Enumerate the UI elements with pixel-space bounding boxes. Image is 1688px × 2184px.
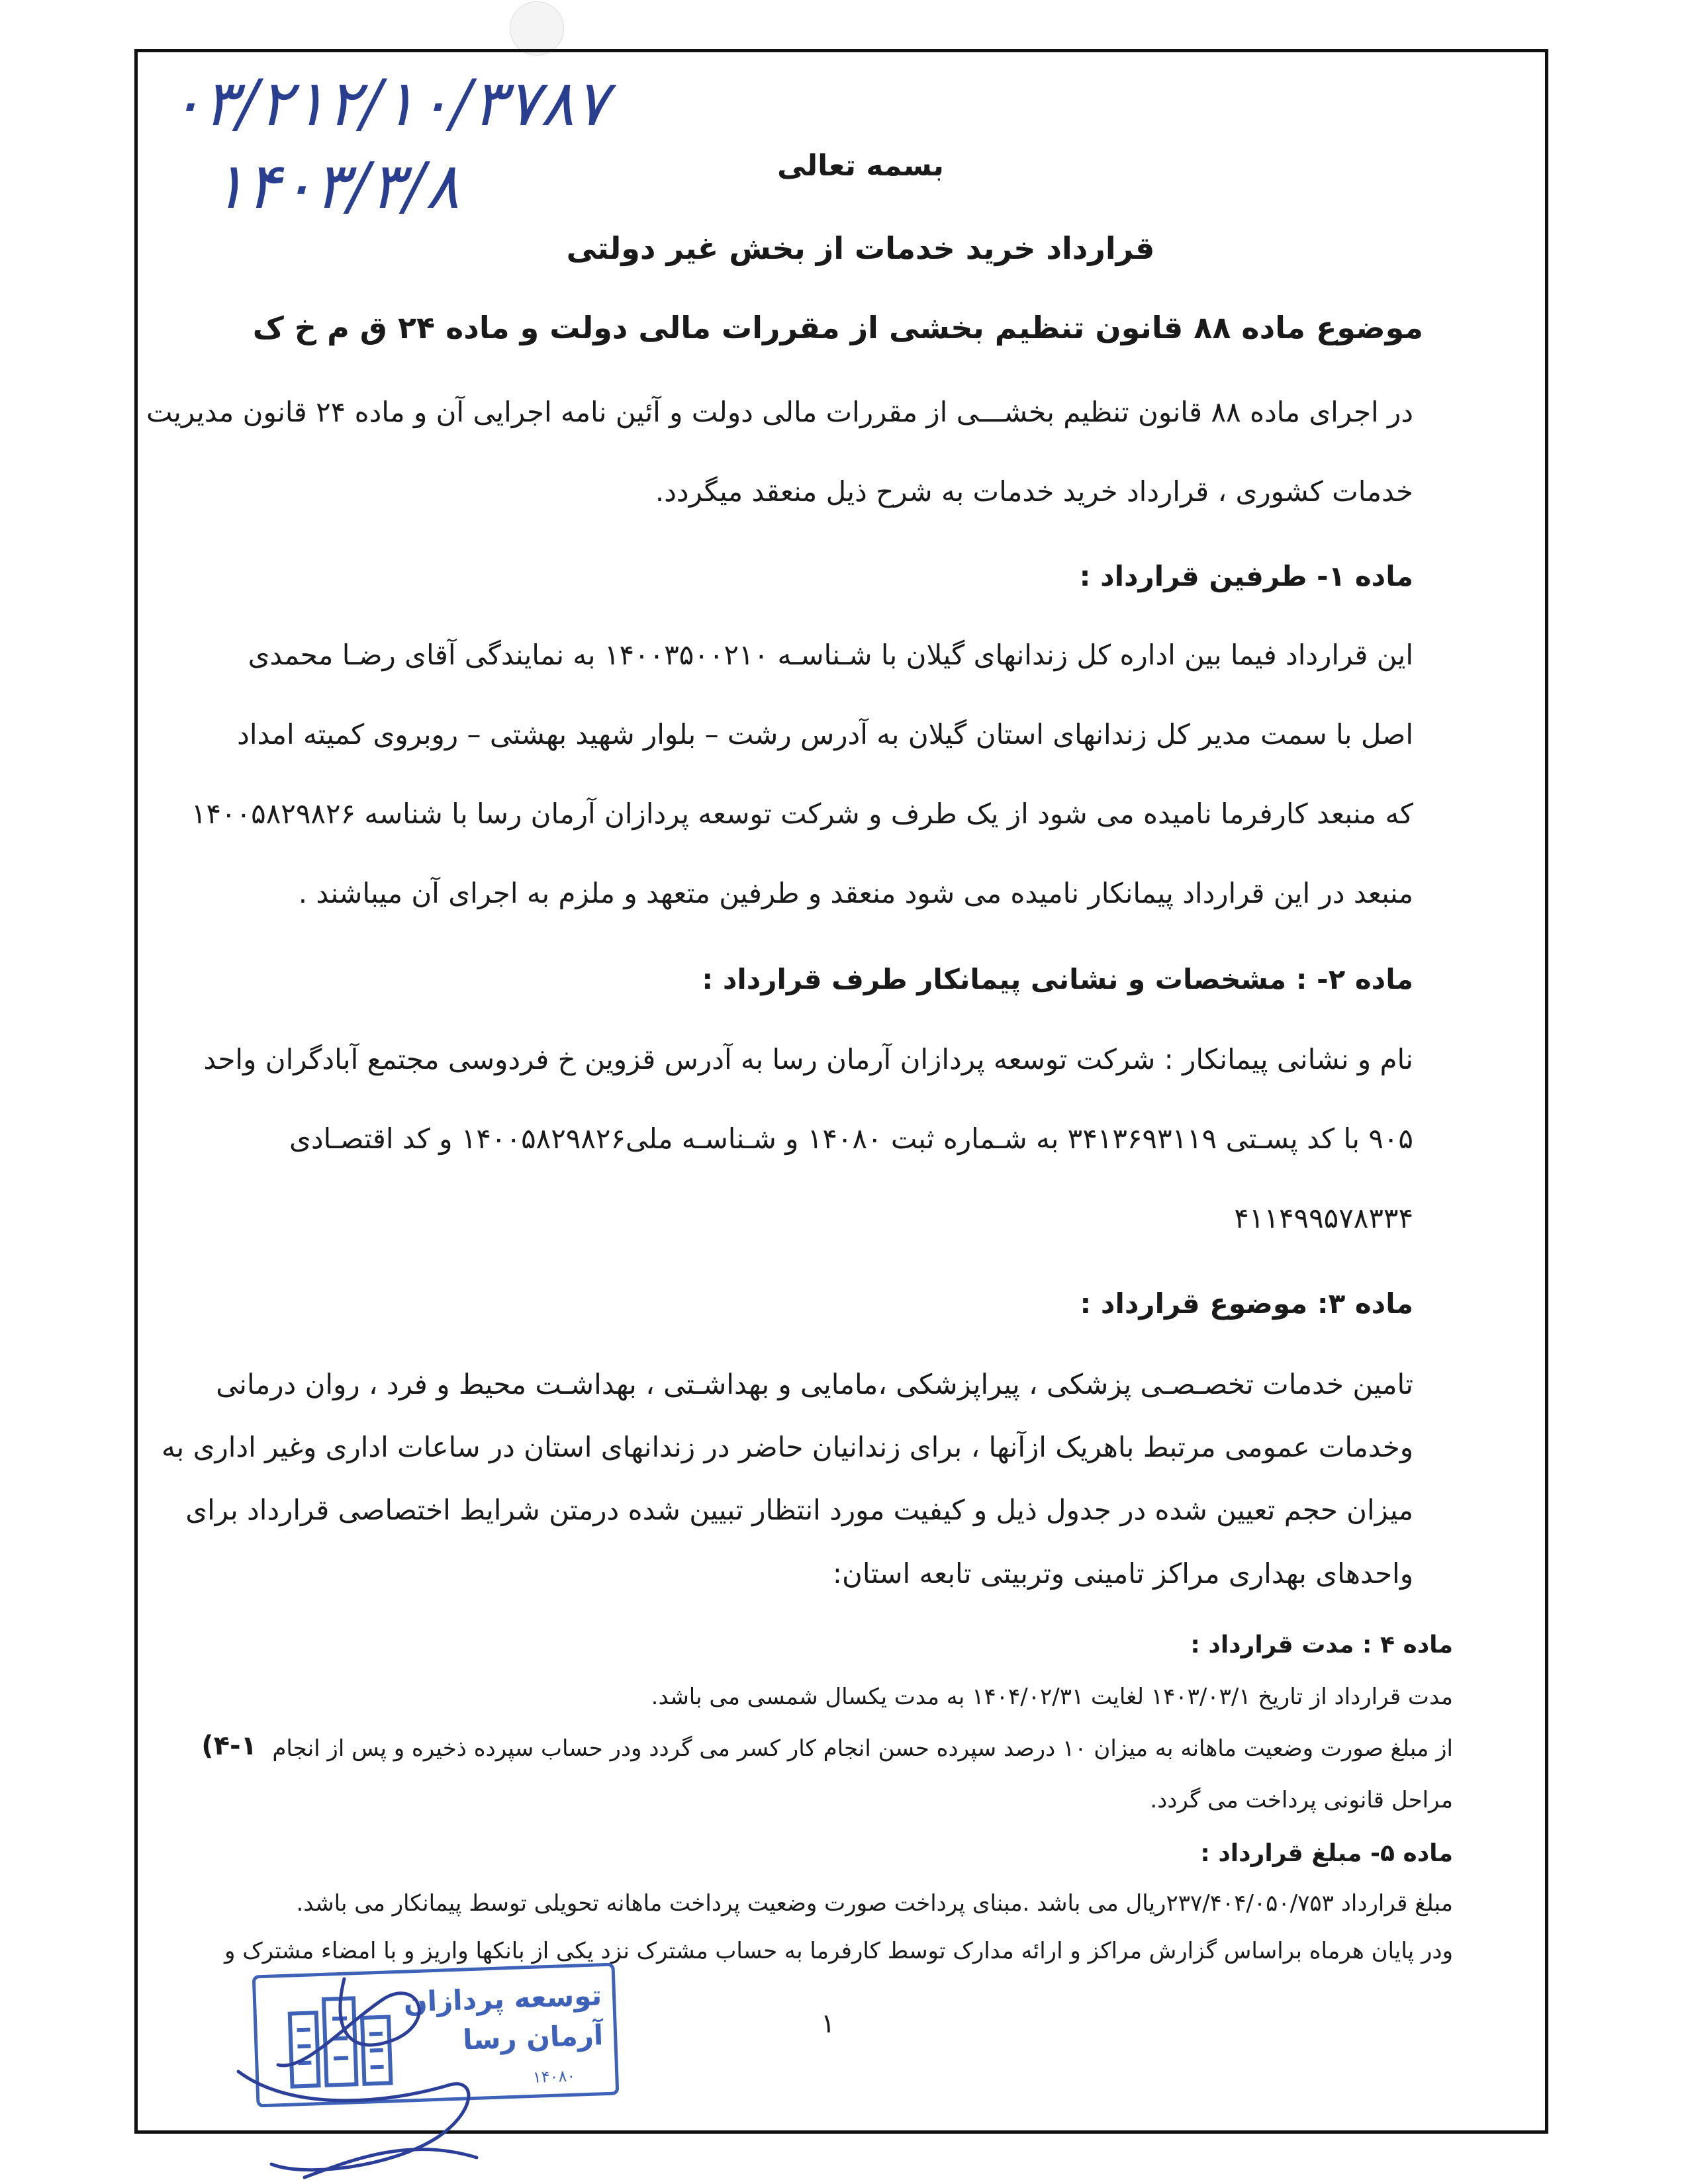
article-5-line-1: مبلغ قرارداد ۲۳۷/۴۰۴/۰۵۰/۷۵۳ریال می باشد .مبنای پرداخت صورت وضعیت پرداخت ماهانه تحویلی توسط پیمانکار می باشد. bbox=[296, 1890, 1453, 1917]
article-4-1-label: ۴-۱) bbox=[201, 1731, 257, 1761]
article-3-line-3: میزان حجم تعیین شده در جدول ذیل و کیفیت مورد انتظار تبیین شده درمتن شرایط اختصاصی قرارداد برای bbox=[185, 1494, 1413, 1526]
article-5-heading: ماده ۵- مبلغ قرارداد : bbox=[1200, 1840, 1453, 1867]
article-4-heading: ماده ۴ : مدت قرارداد : bbox=[1190, 1631, 1453, 1659]
article-4-1-line-2: مراحل قانونی پرداخت می گردد. bbox=[1150, 1787, 1453, 1813]
article-2-line-2: ۹۰۵ با کد پسـتی ۳۴۱۳۶۹۳۱۱۹ به شـماره ثبت ۱۴۰۸۰ و شـناسـه ملی۱۴۰۰۵۸۲۹۸۲۶ و کد اقتصـادی bbox=[289, 1122, 1413, 1155]
article-1-heading: ماده ۱- طرفین قرارداد : bbox=[1079, 560, 1413, 592]
intro-line-1: در اجرای ماده ۸۸ قانون تنظیم بخشـــی از مقررات مالی دولت و آئین نامه اجرایی آن و ماده ۲۴ قانون مدیریت bbox=[146, 396, 1413, 428]
page-border bbox=[134, 49, 1548, 2134]
article-2-heading: ماده ۲- : مشخصات و نشانی پیمانکار طرف قرارداد : bbox=[702, 963, 1413, 995]
punch-hole bbox=[510, 1, 564, 56]
article-3-line-1: تامین خدمات تخصـصـی پزشکی ، پیراپزشکی ،مامایی و بهداشـتی ، بهداشـت محیط و فرد ، روان درمانی bbox=[216, 1368, 1413, 1400]
article-3-line-4: واحدهای بهداری مراکز تامینی وتربیتی تابعه استان: bbox=[832, 1557, 1413, 1590]
page-number: ۱ bbox=[821, 2009, 835, 2039]
signature-scribble bbox=[199, 1939, 543, 2184]
article-4-1-line-1: از مبلغ صورت وضعیت ماهانه به میزان ۱۰ درصد سپرده حسن انجام کار کسر می گردد ودر حساب سپرده ذخیره و پس از انجام bbox=[272, 1735, 1453, 1762]
bismillah-heading: بسمه تعالی bbox=[777, 149, 944, 183]
article-2-line-3: ۴۱۱۴۹۹۵۷۸۳۳۴ bbox=[1234, 1202, 1413, 1234]
stamp-line-1: توسعه پردازان bbox=[402, 1979, 602, 2019]
handwritten-date: ۱۴۰۳/۳/۸ bbox=[212, 149, 460, 223]
handwritten-letter-number: ۰۳/۲۱۲/۱۰/۳۷۸۷ bbox=[169, 66, 609, 140]
stamp-line-2: آرمان رسا bbox=[462, 2019, 604, 2056]
article-1-line-3: که منبعد کارفرما نامیده می شود از یک طرف و شرکت توسعه پردازان آرمان رسا با شناسه ۱۴۰۰۵۸۲۹۸۲۶ bbox=[191, 797, 1413, 830]
article-5-line-2: ودر پایان هرماه براساس گزارش مراکز و ارائه مدارک توسط کارفرما به حساب مشترک نزد یکی از بانکها واریز و با امضاء مشترک و bbox=[224, 1938, 1453, 1964]
article-4-line: مدت قرارداد از تاریخ ۱۴۰۳/۰۳/۱ لغایت ۱۴۰۴/۰۲/۳۱ به مدت یکسال شمسی می باشد. bbox=[651, 1684, 1453, 1710]
document-title: قرارداد خرید خدمات از بخش غیر دولتی bbox=[566, 230, 1155, 266]
article-3-heading: ماده ۳: موضوع قرارداد : bbox=[1080, 1287, 1413, 1320]
article-1-line-4: منبعد در این قرارداد پیمانکار نامیده می شود منعقد و طرفین متعهد و ملزم به اجرای آن میباشند . bbox=[298, 877, 1413, 909]
intro-line-2: خدمات کشوری ، قرارداد خرید خدمات به شرح ذیل منعقد میگردد. bbox=[655, 475, 1413, 508]
document-subject: موضوع ماده ۸۸ قانون تنظیم بخشی از مقررات مالی دولت و ماده ۲۴ ق م خ ک bbox=[252, 310, 1423, 345]
stamp-registration-number: ۱۴۰۸۰ bbox=[532, 2066, 576, 2087]
article-2-line-1: نام و نشانی پیمانکار : شرکت توسعه پردازان آرمان رسا به آدرس قزوین خ فردوسی مجتمع آبادگران واحد bbox=[203, 1043, 1413, 1075]
article-1-line-1: این قرارداد فیما بین اداره کل زندانهای گیلان با شـناسـه ۱۴۰۰۳۵۰۰۲۱۰ به نمایندگی آقای رضـا محمدی bbox=[248, 639, 1413, 671]
article-3-line-2: وخدمات عمومی مرتبط باهریک ازآنها ، برای زندانیان حاضر در زندانهای استان در ساعات اداری وغیر اداری به bbox=[162, 1431, 1413, 1463]
article-1-line-2: اصل با سمت مدیر کل زندانهای استان گیلان به آدرس رشت – بلوار شهید بهشتی – روبروی کمیته امداد bbox=[237, 718, 1413, 751]
